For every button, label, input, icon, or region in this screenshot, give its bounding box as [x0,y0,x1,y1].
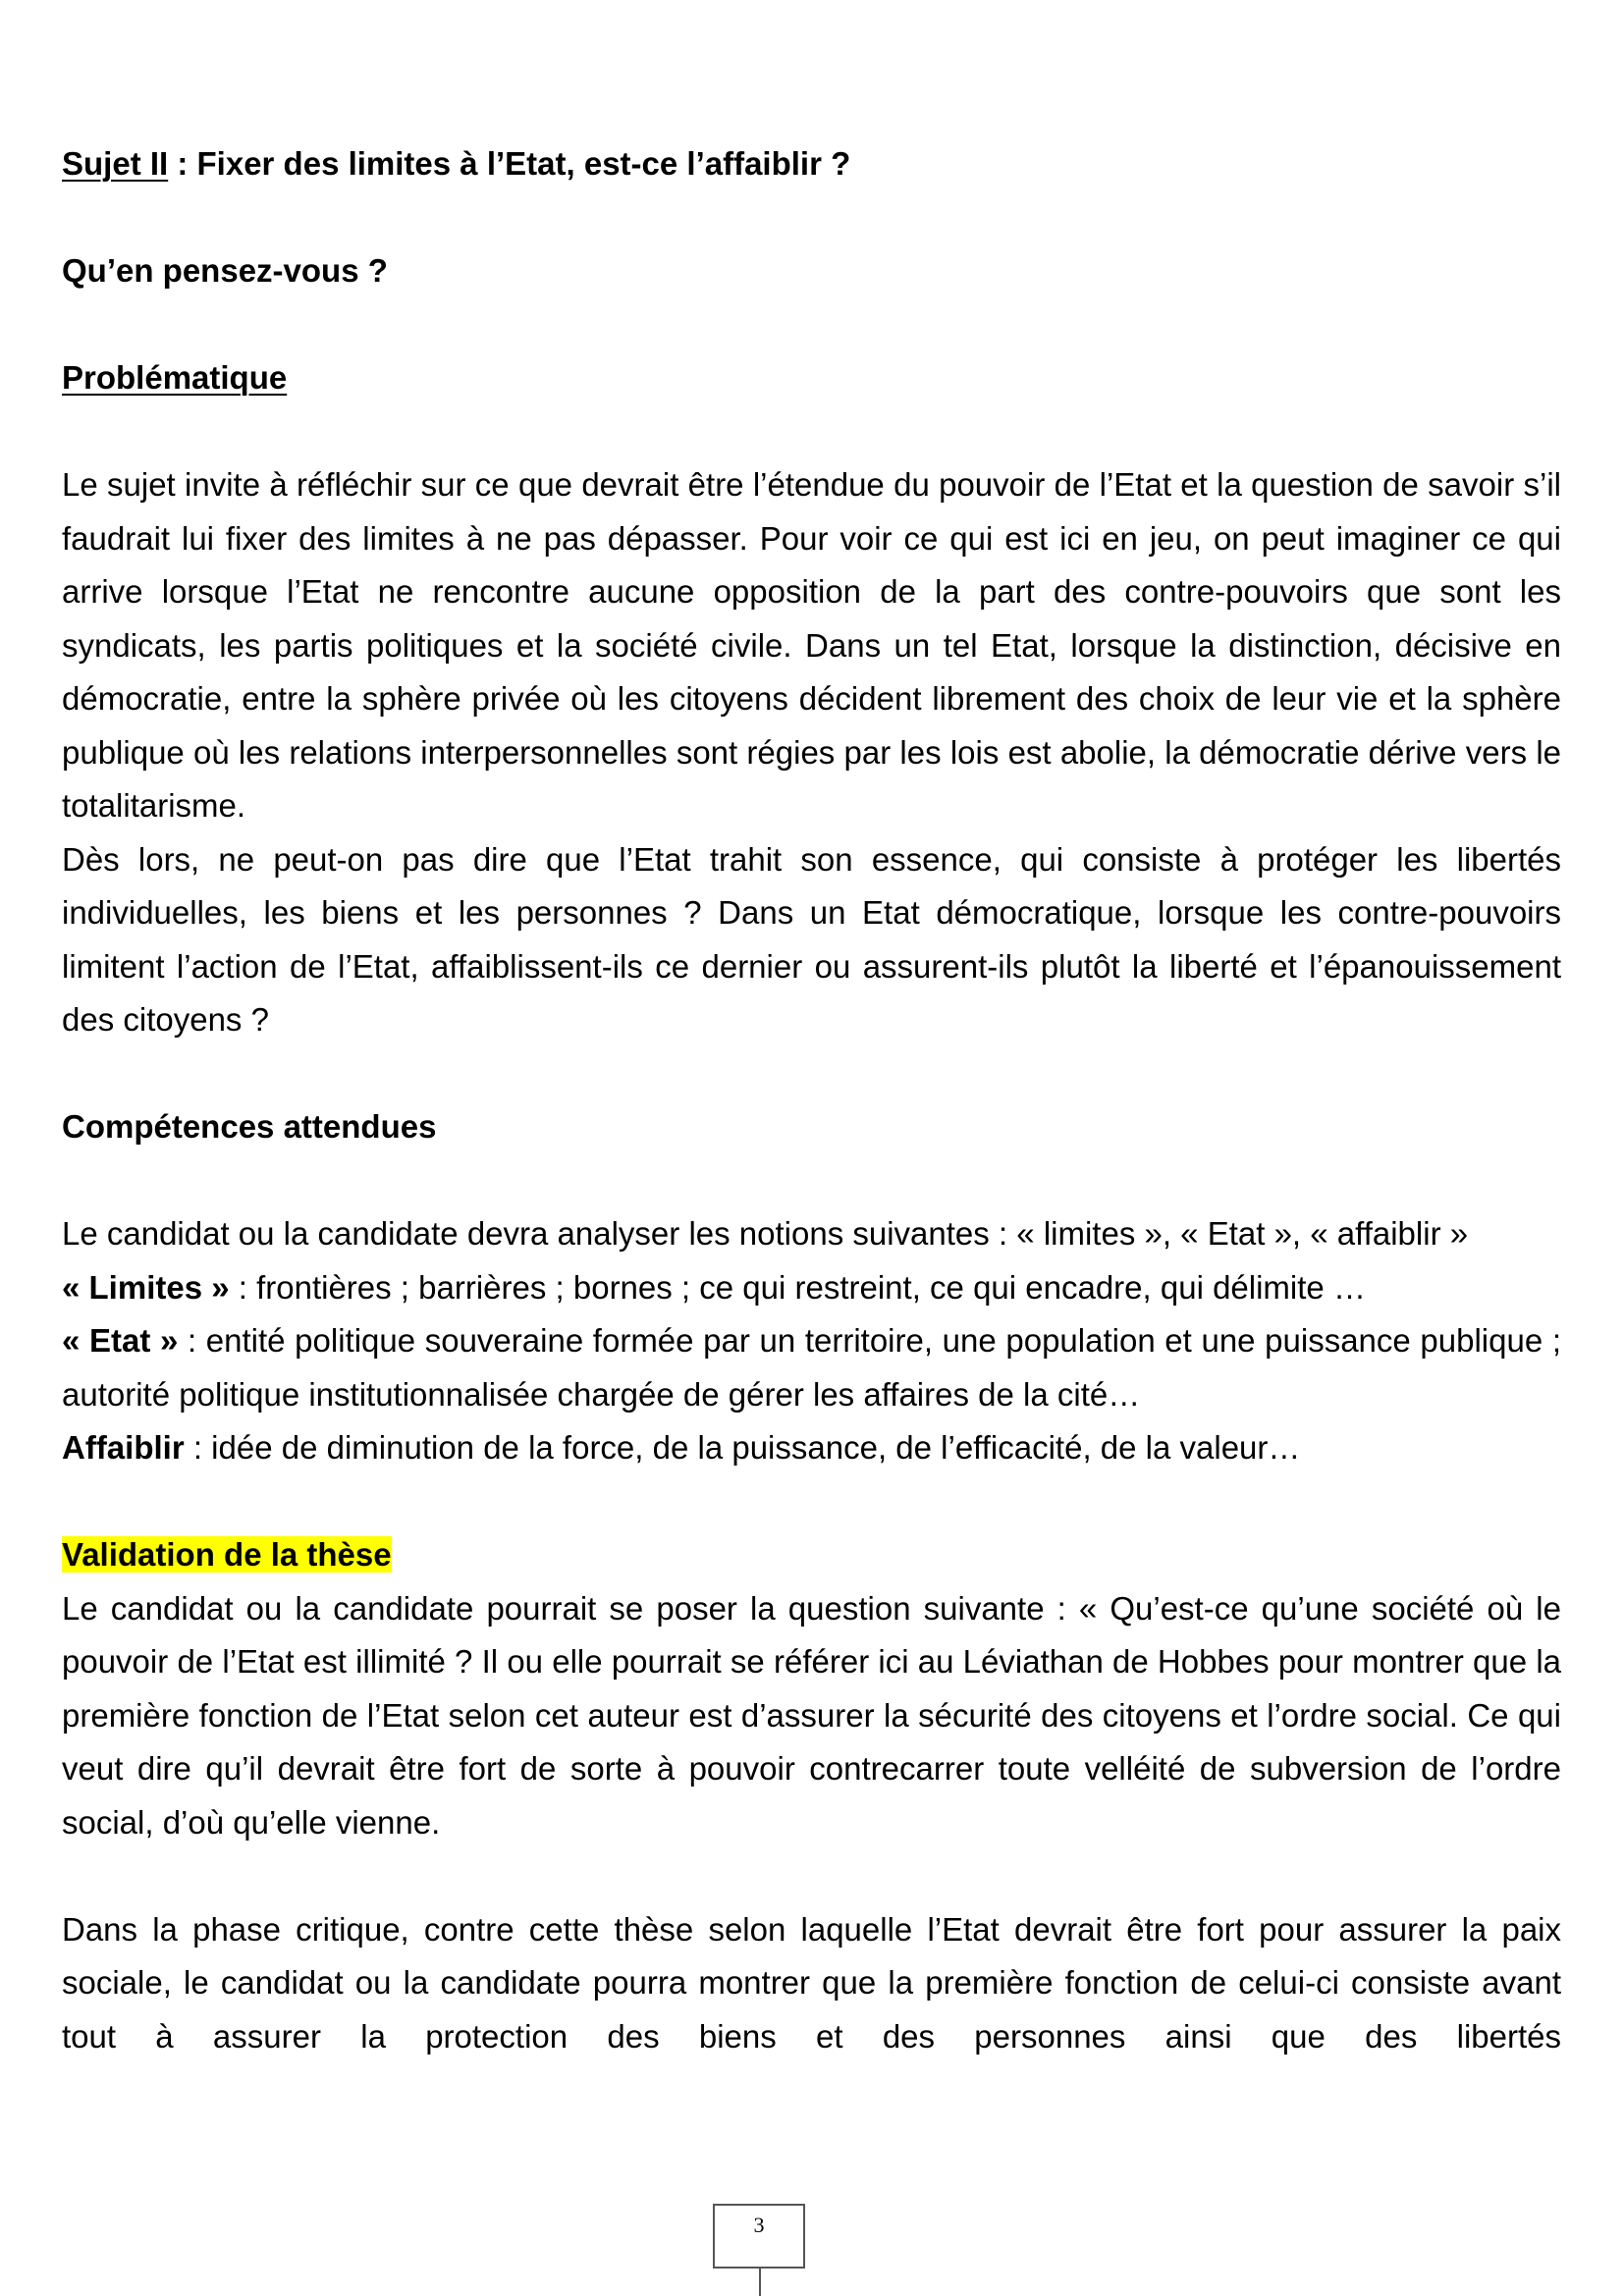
problematique-paragraph-2: Dès lors, ne peut-on pas dire que l’Etat trahit son essence, qui consiste à protéger les libertés individuelles, les biens et les personnes ? Dans un Etat démocratique, lorsque les contre-pouvoirs limitent l’action de l’Etat, affaiblissent-ils ce dernier ou assurent-ils plutôt la liberté et l’épanouissement des citoyens ? [62,840,1561,1038]
validation-heading-line [62,1528,1561,1582]
document-page [62,137,1561,2063]
definition-text: : frontières ; barrières ; bornes ; ce qui restreint, ce qui encadre, qui délimite … [229,1268,1366,1306]
definition-text: : entité politique souveraine formée par un territoire, une population et une puissance publique ; autorité politique institutionnalisée chargée de gérer les affaires de la cité… [62,1322,1561,1413]
question-line: Qu’en pensez-vous ? [62,252,388,289]
definition-term: « Limites » [62,1268,230,1306]
subject-label: Sujet II [62,145,169,182]
competences-heading: Compétences attendues [62,1108,437,1145]
page-number-connector [759,2269,761,2296]
validation-paragraph-1: Le candidat ou la candidate pourrait se poser la question suivante : « Qu’est-ce qu’une société où le pouvoir de l’Etat est illimité ? Il ou elle pourrait se référer ici au Léviathan de Hobbes pour montrer que la première fonction de l’Etat selon cet auteur est d’assurer la sécurité des citoyens et l’ordre social. Ce qui veut dire qu’il devrait être fort de sorte à pouvoir contrecarrer toute velléité de subversion de l’ordre social, d’où qu’elle vienne. [62,1589,1561,1841]
validation-heading: Validation de la thèse [62,1536,392,1573]
page-number: 3 [753,2213,765,2237]
definition-term: Affaiblir [62,1429,185,1466]
validation-paragraph-2: Dans la phase critique, contre cette thèse selon laquelle l’Etat devrait être fort pour assurer la paix sociale, le candidat ou la candidate pourra montrer que la première fonction de celui-ci consiste avant tout à assurer la protection des biens et des personnes ainsi que des libertés [62,1910,1561,2055]
definition-text: : idée de diminution de la force, de la puissance, de l’efficacité, de la valeur… [184,1429,1301,1466]
page-number-box [713,2204,805,2269]
problematique-heading: Problématique [62,359,288,396]
definition-term: « Etat » [62,1322,179,1359]
subject-title [62,137,1561,191]
definition-limites [62,1261,1561,1315]
competences-intro: Le candidat ou la candidate devra analyser les notions suivantes : « limites », « Etat », « affaiblir » [62,1215,1469,1252]
definition-affaiblir [62,1421,1561,1475]
subject-text: : Fixer des limites à l’Etat, est-ce l’affaiblir ? [168,145,851,182]
definition-etat [62,1314,1561,1421]
problematique-paragraph-1: Le sujet invite à réfléchir sur ce que devrait être l’étendue du pouvoir de l’Etat et la question de savoir s’il faudrait lui fixer des limites à ne pas dépasser. Pour voir ce qui est ici en jeu, on peut imaginer ce qui arrive lorsque l’Etat ne rencontre aucune opposition de la part des contre-pouvoirs que sont les syndicats, les partis politiques et la société civile. Dans un tel Etat, lorsque la distinction, décisive en démocratie, entre la sphère privée où les citoyens décident librement des choix de leur vie et la sphère publique où les relations interpersonnelles sont régies par les lois est abolie, la démocratie dérive vers le totalitarisme. [62,466,1561,824]
